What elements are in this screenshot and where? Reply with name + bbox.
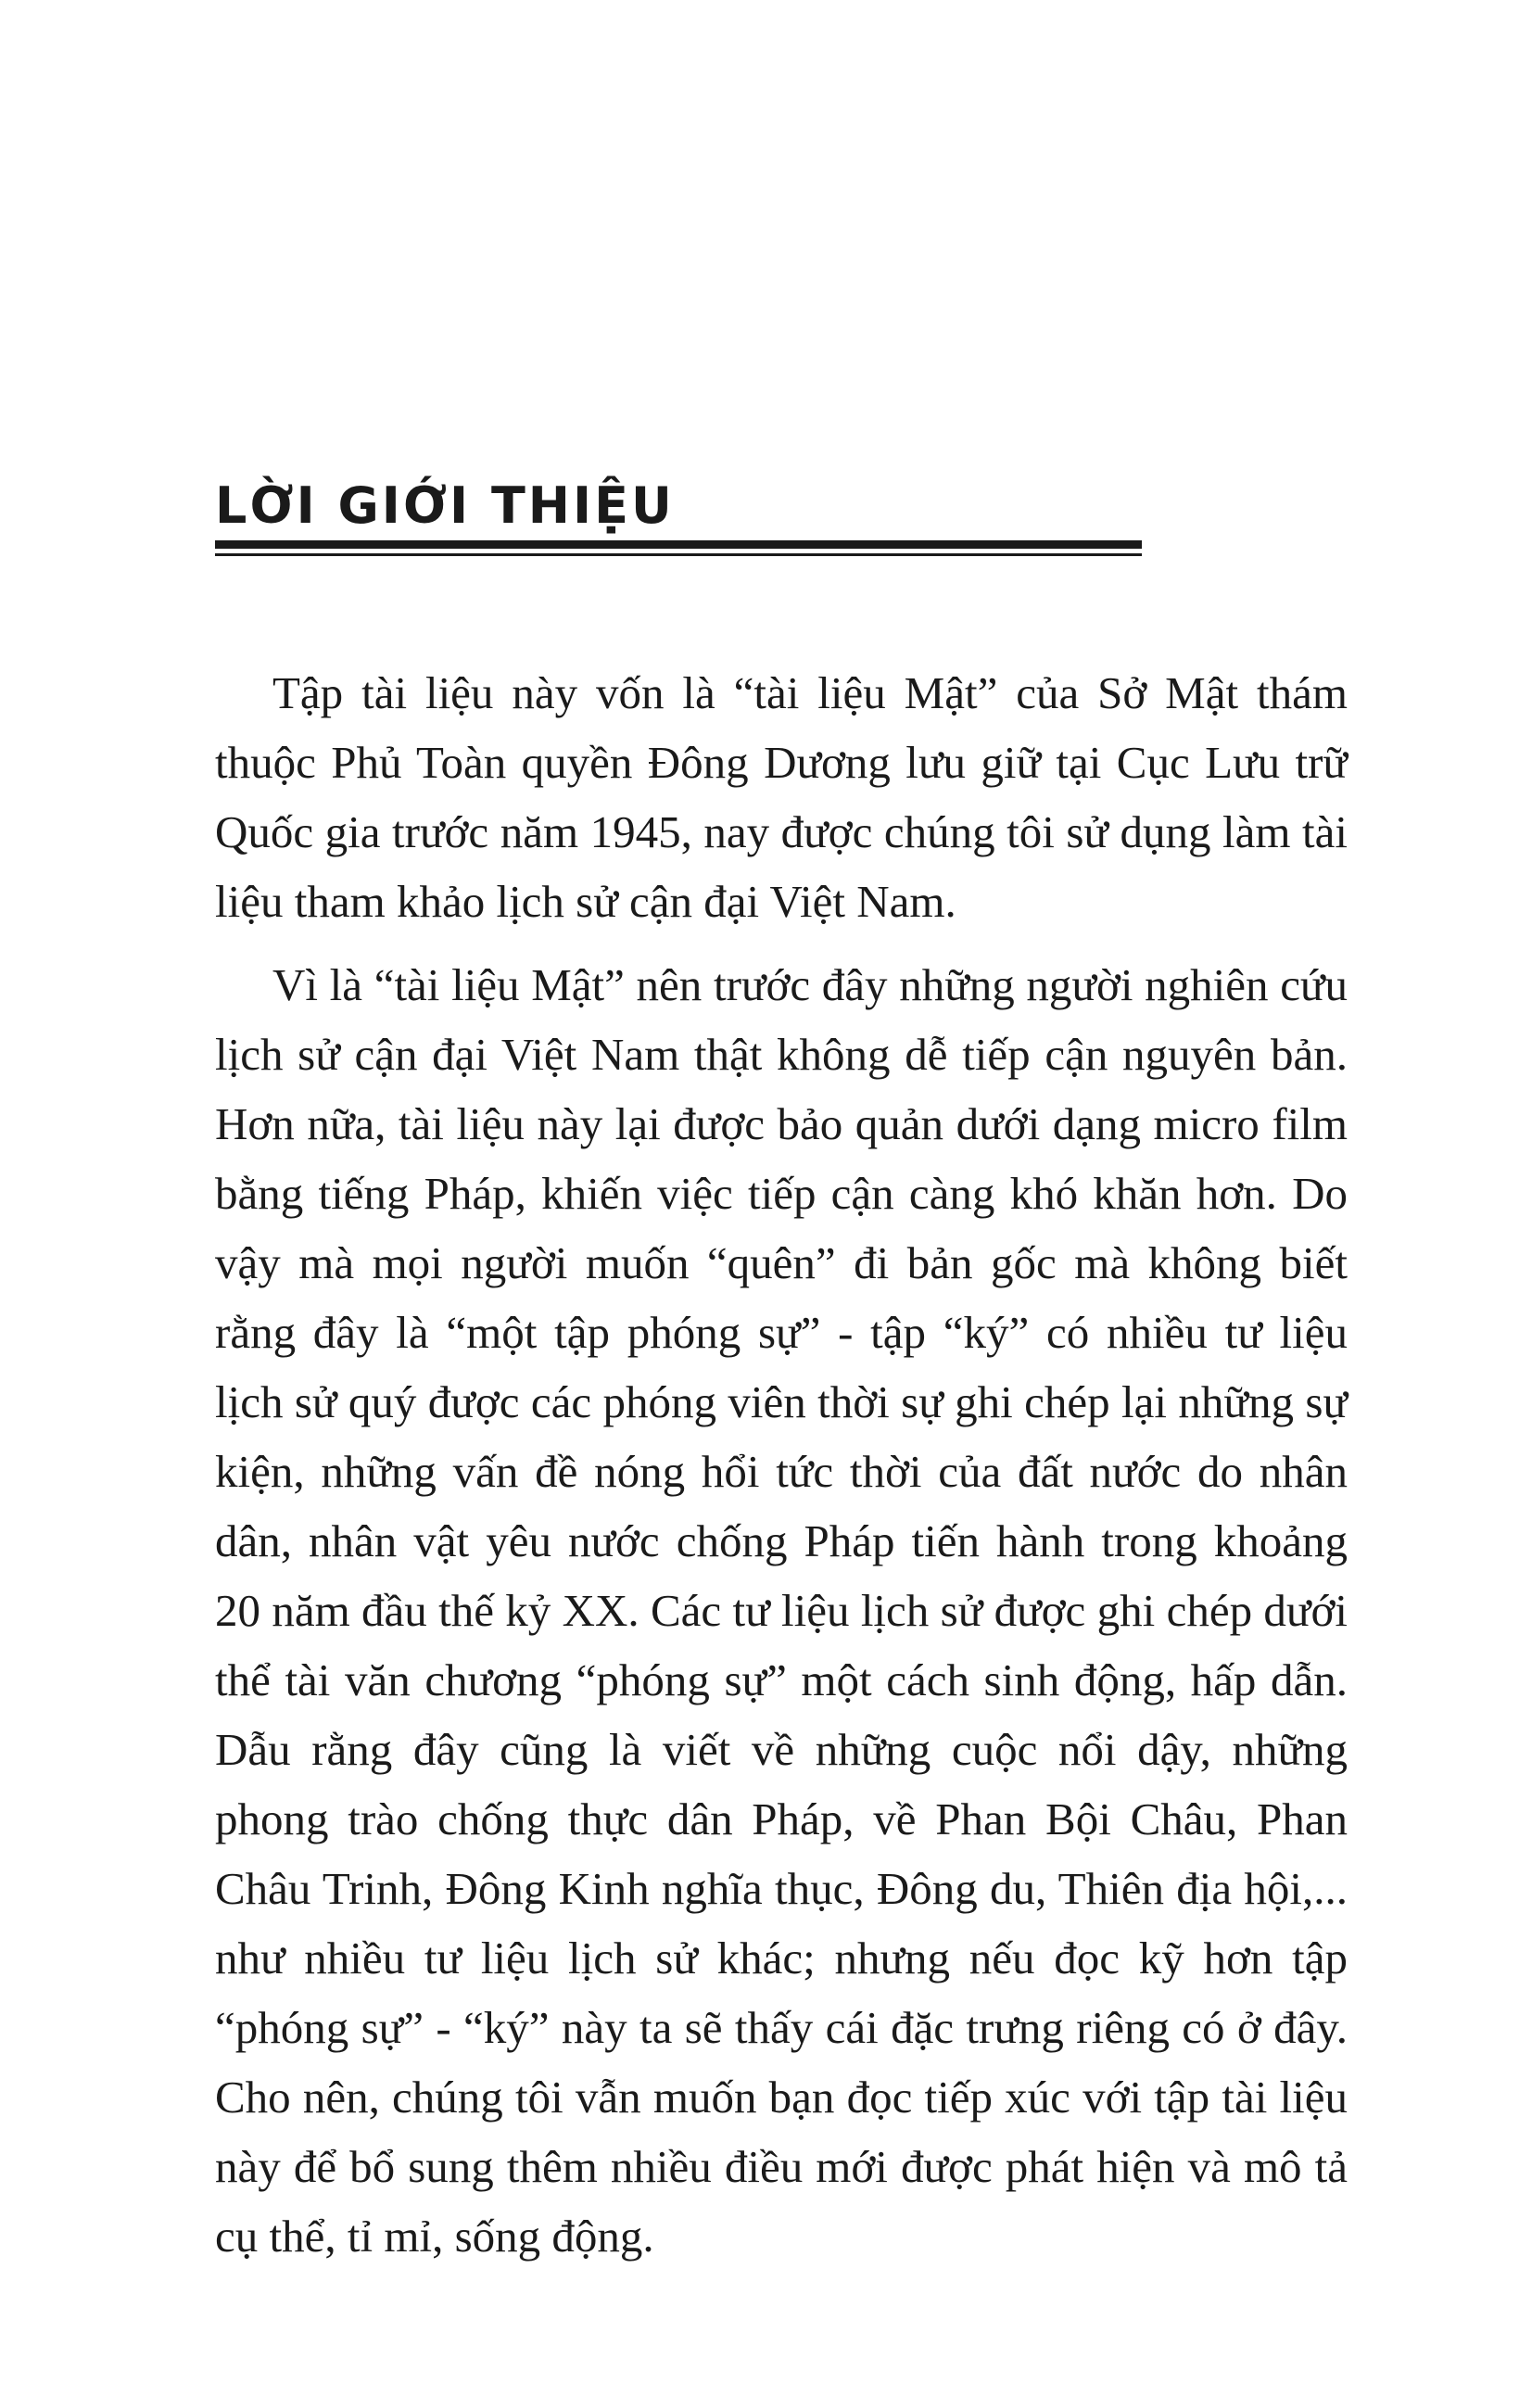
paragraph-2: Vì là “tài liệu Mật” nên trước đây những người nghiên cứu lịch sử cận đại Việt Nam thật không dễ tiếp cận nguyên bản. Hơn nữa, tài liệu này lại được bảo quản dưới dạng micro film bằng tiếng Pháp, khiến việc tiếp cận càng khó khăn hơn. Do vậy mà mọi người muốn “quên” đi bản gốc mà không biết rằng đây là “một tập phóng sự” - tập “ký” có nhiều tư liệu lịch sử quý được các phóng viên thời sự ghi chép lại những sự kiện, những vấn đề nóng hổi tức thời của đất nước do nhân dân, nhân vật yêu nước chống Pháp tiến hành trong khoảng 20 năm đầu thế kỷ XX. Các tư liệu lịch sử được ghi chép dưới thể tài văn chương “phóng sự” một cách sinh động, hấp dẫn. Dẫu rằng đây cũng là viết về những cuộc nổi dậy, những phong trào chống thực dân Pháp, về Phan Bội Châu, Phan Châu Trinh, Đông Kinh nghĩa thục, Đông du, Thiên địa hội,... như nhiều tư liệu lịch sử khác; nhưng nếu đọc kỹ hơn tập “phóng sự” - “ký” này ta sẽ thấy cái đặc trưng riêng có ở đây. Cho nên, chúng tôi vẫn muốn bạn đọc tiếp xúc với tập tài liệu này để bổ sung thêm nhiều điều mới được phát hiện và mô tả cụ thể, tỉ mỉ, sống động. (215, 959, 1348, 2262)
paragraph-1: Tập tài liệu này vốn là “tài liệu Mật” của Sở Mật thám thuộc Phủ Toàn quyền Đông Dương lưu giữ tại Cục Lưu trữ Quốc gia trước năm 1945, nay được chúng tôi sử dụng làm tài liệu tham khảo lịch sử cận đại Việt Nam. (215, 667, 1348, 927)
heading-rule-thick (215, 540, 1142, 549)
heading-rule-thin (215, 553, 1142, 556)
body-text (215, 658, 1348, 2271)
section-heading-block (215, 477, 1142, 535)
section-title: LỜI GIỚI THIỆU (215, 476, 675, 535)
